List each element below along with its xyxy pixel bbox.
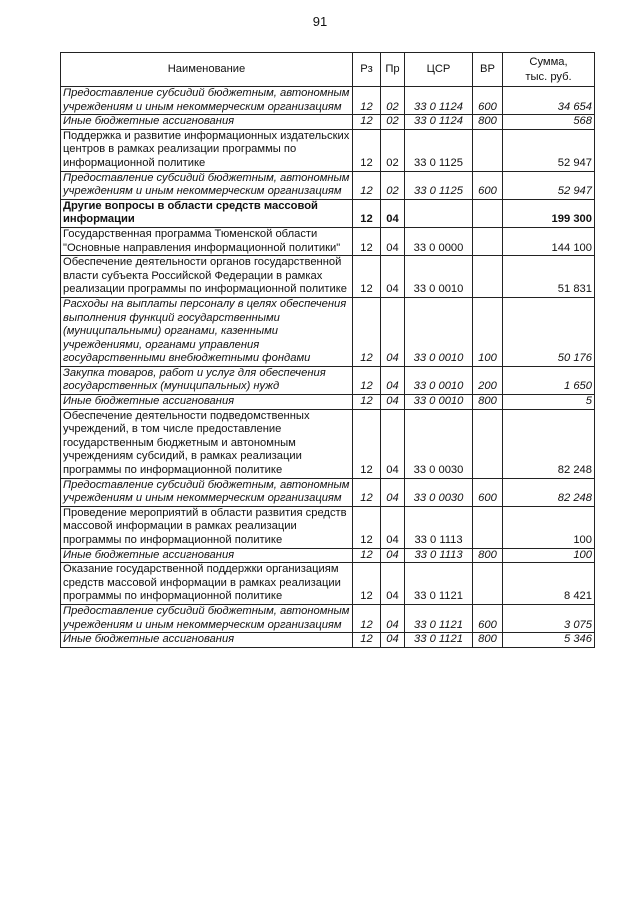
table-row: [61, 633, 595, 648]
cell-csr: 33 0 0010: [405, 297, 473, 366]
cell-pr: 04: [381, 478, 405, 506]
table-row: [61, 199, 595, 227]
cell-sum: 52 947: [503, 171, 595, 199]
cell-pr: 04: [381, 256, 405, 298]
page-number: 91: [312, 14, 328, 29]
cell-rz: 12: [353, 227, 381, 255]
cell-rz: 12: [353, 256, 381, 298]
cell-sum: 34 654: [503, 87, 595, 115]
cell-rz: 12: [353, 129, 381, 171]
cell-vr: [473, 129, 503, 171]
cell-sum: 82 248: [503, 409, 595, 478]
cell-rz: 12: [353, 506, 381, 548]
cell-rz: 12: [353, 604, 381, 632]
cell-pr: 04: [381, 604, 405, 632]
cell-csr: 33 0 1121: [405, 633, 473, 648]
cell-csr: 33 0 1124: [405, 115, 473, 130]
cell-vr: [473, 256, 503, 298]
cell-csr: 33 0 0000: [405, 227, 473, 255]
cell-csr: [405, 199, 473, 227]
table-row: [61, 548, 595, 563]
cell-sum: 3 075: [503, 604, 595, 632]
header-csr: ЦСР: [405, 53, 473, 87]
header-row: [61, 53, 595, 87]
cell-csr: 33 0 1113: [405, 548, 473, 563]
table-row: [61, 297, 595, 366]
table-row: [61, 87, 595, 115]
cell-sum: 82 248: [503, 478, 595, 506]
header-name: Наименование: [61, 53, 353, 87]
cell-sum: 50 176: [503, 297, 595, 366]
cell-vr: 100: [473, 297, 503, 366]
cell-name: Иные бюджетные ассигнования: [61, 395, 353, 410]
cell-csr: 33 0 0010: [405, 256, 473, 298]
cell-vr: 800: [473, 633, 503, 648]
cell-sum: 51 831: [503, 256, 595, 298]
cell-pr: 04: [381, 633, 405, 648]
cell-vr: [473, 563, 503, 605]
cell-pr: 04: [381, 199, 405, 227]
cell-name: Иные бюджетные ассигнования: [61, 115, 353, 130]
cell-name: Иные бюджетные ассигнования: [61, 633, 353, 648]
cell-csr: 33 0 1113: [405, 506, 473, 548]
cell-vr: 600: [473, 87, 503, 115]
cell-sum: 8 421: [503, 563, 595, 605]
table-body: [61, 87, 595, 648]
cell-sum: 144 100: [503, 227, 595, 255]
cell-pr: 04: [381, 506, 405, 548]
cell-pr: 04: [381, 395, 405, 410]
cell-name: Закупка товаров, работ и услуг для обеспечения государственных (муниципальных) нужд: [61, 366, 353, 394]
table-row: [61, 171, 595, 199]
table-header: [61, 53, 595, 87]
table-row: [61, 395, 595, 410]
cell-name: Обеспечение деятельности органов государственной власти субъекта Российской Федерации в рамках реализации программы по информационной политике: [61, 256, 353, 298]
cell-csr: 33 0 1121: [405, 563, 473, 605]
cell-csr: 33 0 0010: [405, 395, 473, 410]
table-row: [61, 129, 595, 171]
cell-pr: 04: [381, 227, 405, 255]
cell-sum: 1 650: [503, 366, 595, 394]
cell-vr: [473, 199, 503, 227]
cell-name: Предоставление субсидий бюджетным, автономным учреждениям и иным некоммерческим организациям: [61, 171, 353, 199]
cell-pr: 04: [381, 548, 405, 563]
cell-vr: 800: [473, 548, 503, 563]
cell-pr: 04: [381, 297, 405, 366]
cell-sum: 100: [503, 506, 595, 548]
cell-csr: 33 0 0010: [405, 366, 473, 394]
cell-name: Обеспечение деятельности подведомственных учреждений, в том числе предоставление государственным бюджетным и автономным учреждениям субсидий, в рамках реализации программы по информационной политике: [61, 409, 353, 478]
header-vr: ВР: [473, 53, 503, 87]
table-row: [61, 115, 595, 130]
cell-name: Предоставление субсидий бюджетным, автономным учреждениям и иным некоммерческим организациям: [61, 478, 353, 506]
cell-csr: 33 0 1121: [405, 604, 473, 632]
cell-rz: 12: [353, 366, 381, 394]
table-row: [61, 366, 595, 394]
cell-csr: 33 0 1125: [405, 171, 473, 199]
cell-csr: 33 0 0030: [405, 478, 473, 506]
cell-sum: 52 947: [503, 129, 595, 171]
cell-name: Государственная программа Тюменской области "Основные направления информационной политики": [61, 227, 353, 255]
cell-pr: 02: [381, 87, 405, 115]
cell-pr: 04: [381, 366, 405, 394]
cell-vr: [473, 409, 503, 478]
budget-table: [60, 52, 595, 648]
table-row: [61, 227, 595, 255]
cell-name: Поддержка и развитие информационных издательских центров в рамках реализации программы по информационной политике: [61, 129, 353, 171]
cell-name: Другие вопросы в области средств массовой информации: [61, 199, 353, 227]
cell-csr: 33 0 1125: [405, 129, 473, 171]
cell-pr: 04: [381, 409, 405, 478]
cell-rz: 12: [353, 563, 381, 605]
cell-name: Иные бюджетные ассигнования: [61, 548, 353, 563]
cell-name: Проведение мероприятий в области развития средств массовой информации в рамках реализации программы по информационной политике: [61, 506, 353, 548]
cell-vr: 200: [473, 366, 503, 394]
table-row: [61, 256, 595, 298]
cell-csr: 33 0 0030: [405, 409, 473, 478]
table-row: [61, 506, 595, 548]
cell-vr: 800: [473, 115, 503, 130]
cell-vr: 600: [473, 604, 503, 632]
cell-rz: 12: [353, 115, 381, 130]
cell-sum: 5: [503, 395, 595, 410]
header-sum: Сумма, тыс. руб.: [503, 53, 595, 87]
cell-rz: 12: [353, 199, 381, 227]
cell-vr: 600: [473, 478, 503, 506]
cell-vr: 600: [473, 171, 503, 199]
cell-sum: 5 346: [503, 633, 595, 648]
cell-rz: 12: [353, 87, 381, 115]
header-pr: Пр: [381, 53, 405, 87]
cell-sum: 100: [503, 548, 595, 563]
cell-vr: [473, 227, 503, 255]
cell-rz: 12: [353, 171, 381, 199]
cell-rz: 12: [353, 633, 381, 648]
header-rz: Рз: [353, 53, 381, 87]
table-row: [61, 478, 595, 506]
cell-rz: 12: [353, 395, 381, 410]
cell-rz: 12: [353, 297, 381, 366]
cell-vr: [473, 506, 503, 548]
cell-name: Оказание государственной поддержки организациям средств массовой информации в рамках реализации программы по информационной политике: [61, 563, 353, 605]
table-row: [61, 563, 595, 605]
cell-rz: 12: [353, 409, 381, 478]
cell-vr: 800: [473, 395, 503, 410]
cell-name: Расходы на выплаты персоналу в целях обеспечения выполнения функций государственными (муниципальными) органами, казенными учреждениями, органами управления государственными внебюджетными фондами: [61, 297, 353, 366]
cell-pr: 02: [381, 129, 405, 171]
cell-rz: 12: [353, 548, 381, 563]
cell-sum: 568: [503, 115, 595, 130]
cell-name: Предоставление субсидий бюджетным, автономным учреждениям и иным некоммерческим организациям: [61, 87, 353, 115]
cell-pr: 02: [381, 115, 405, 130]
cell-rz: 12: [353, 478, 381, 506]
cell-pr: 04: [381, 563, 405, 605]
cell-csr: 33 0 1124: [405, 87, 473, 115]
cell-pr: 02: [381, 171, 405, 199]
cell-name: Предоставление субсидий бюджетным, автономным учреждениям и иным некоммерческим организациям: [61, 604, 353, 632]
cell-sum: 199 300: [503, 199, 595, 227]
table-row: [61, 604, 595, 632]
table-row: [61, 409, 595, 478]
